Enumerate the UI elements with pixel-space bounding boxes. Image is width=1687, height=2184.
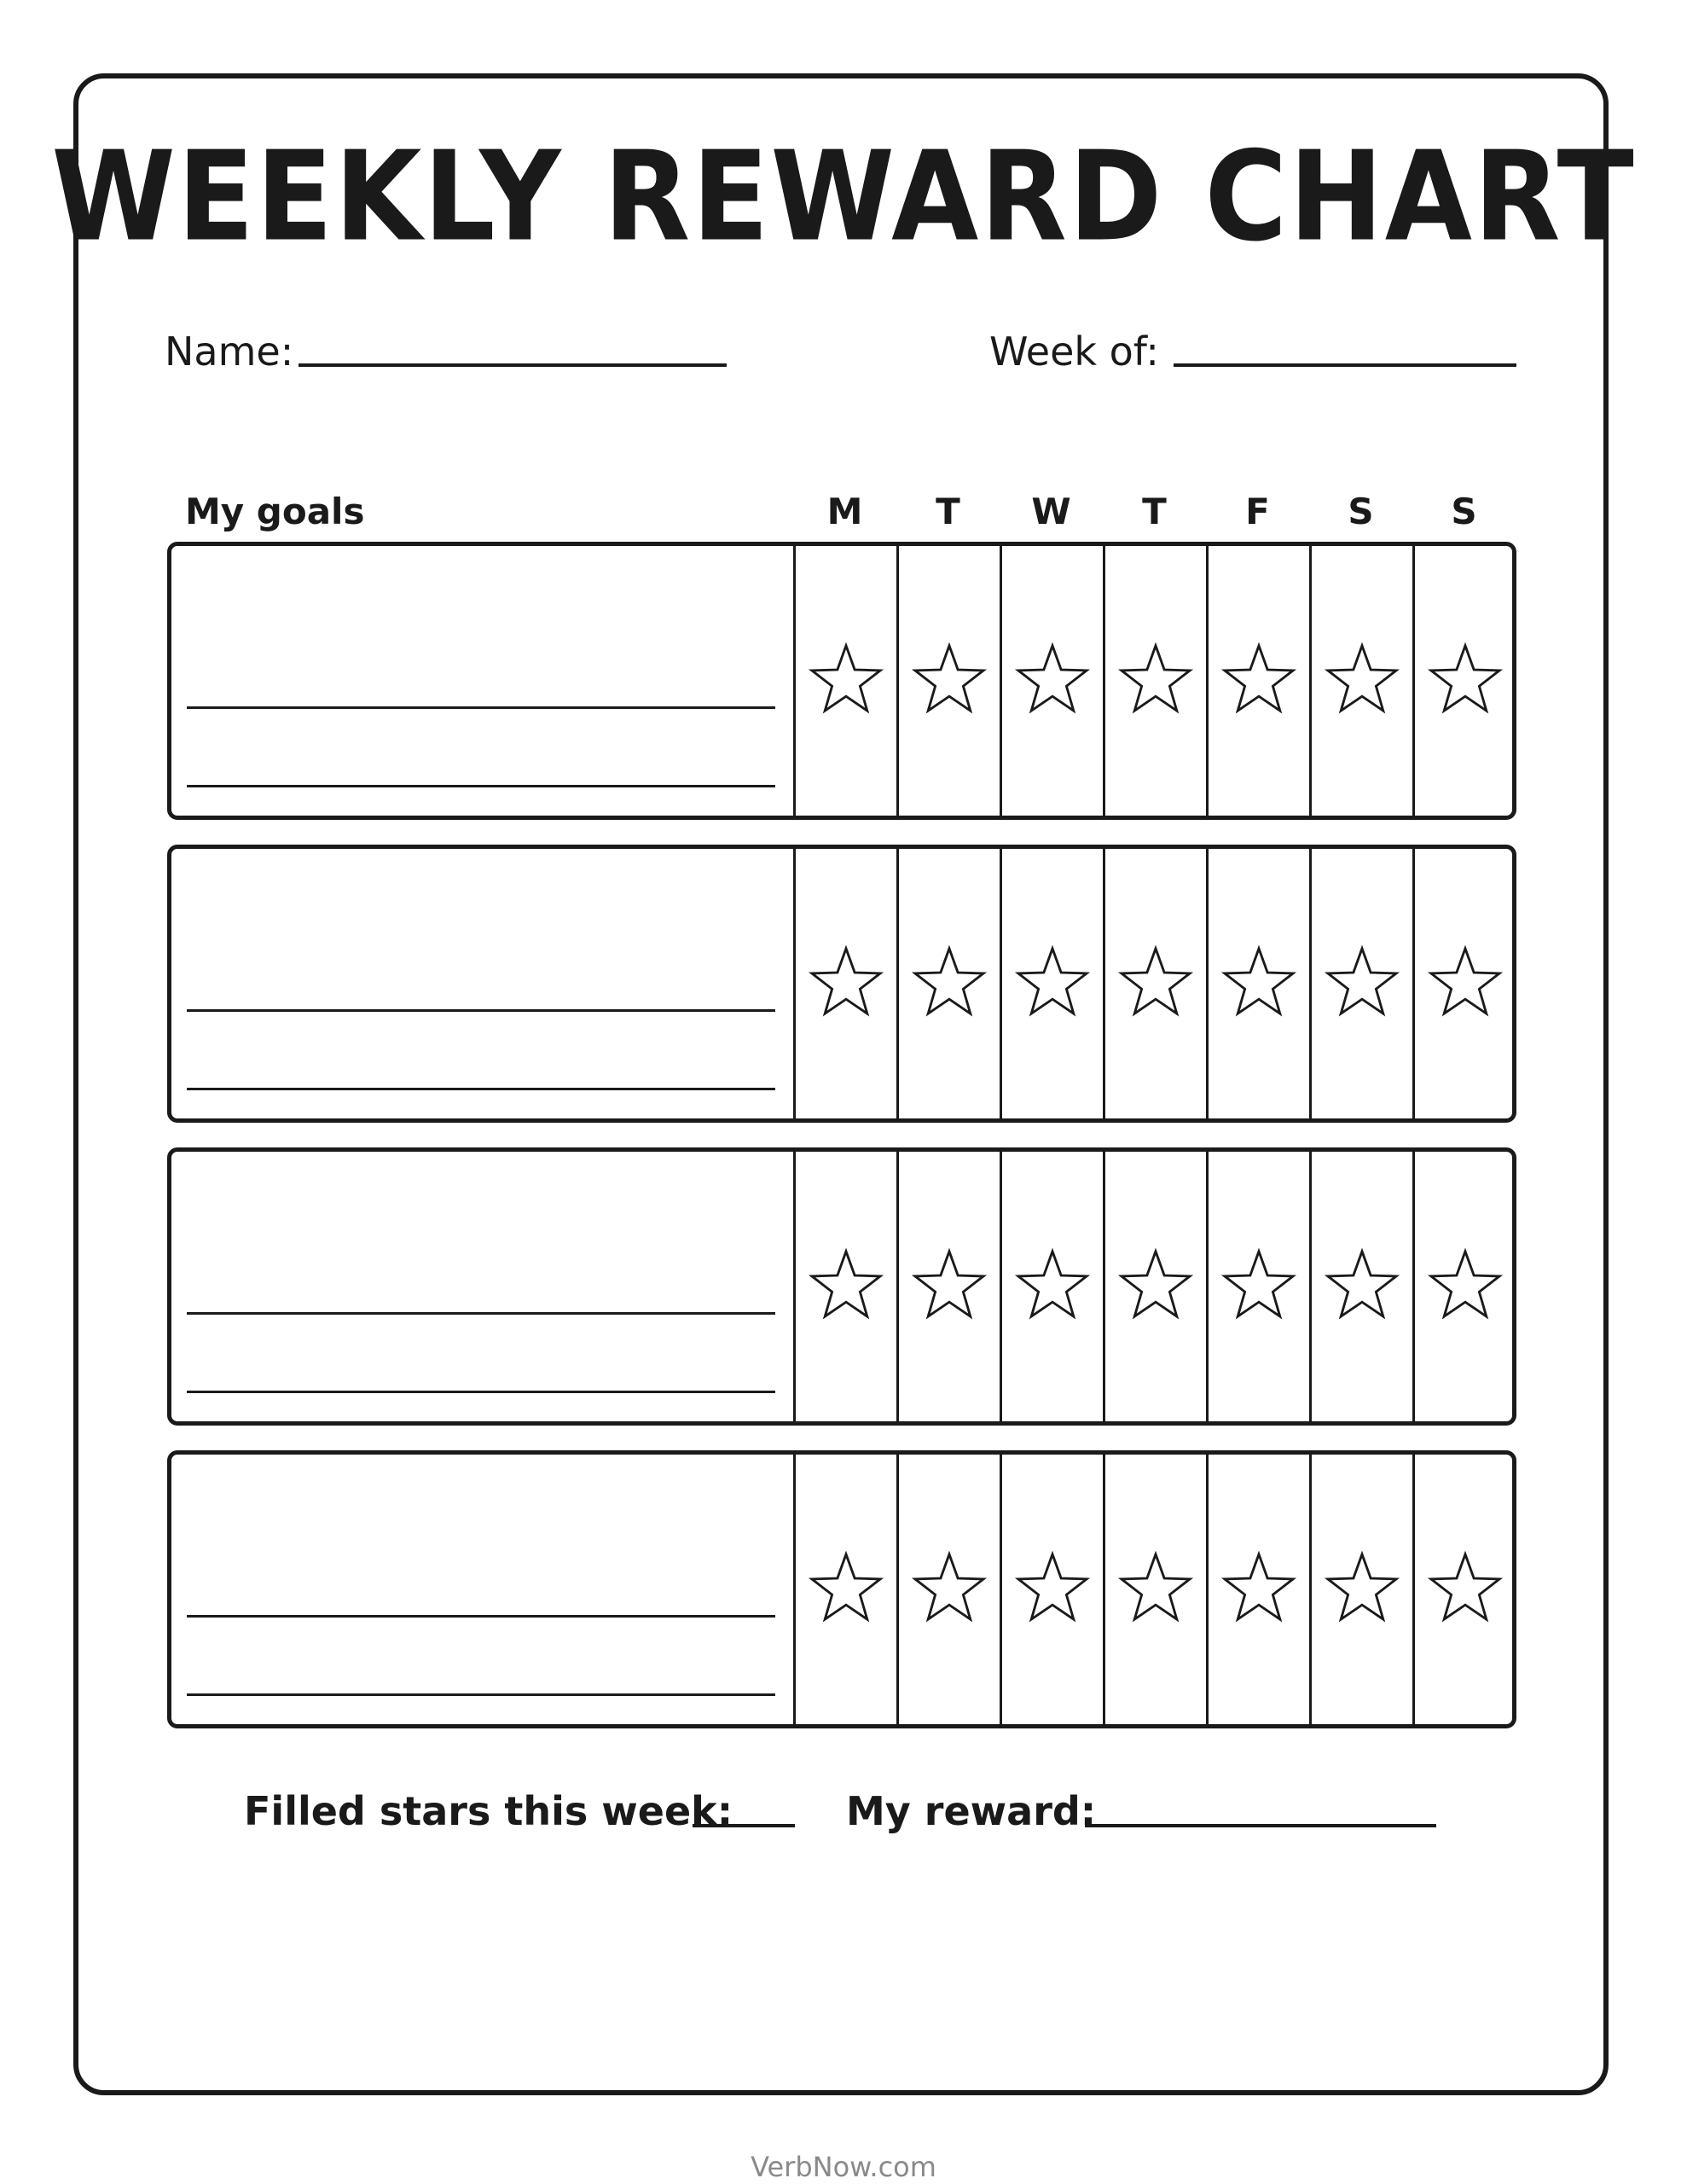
- goal-row: [167, 1450, 1516, 1728]
- star-cell[interactable]: [1309, 546, 1412, 816]
- goal-write-line[interactable]: [187, 1088, 775, 1090]
- star-cell[interactable]: [896, 1455, 1000, 1724]
- star-cell[interactable]: [1000, 849, 1103, 1118]
- star-icon: [1322, 1551, 1402, 1628]
- day-label: W: [1031, 491, 1071, 532]
- star-cell[interactable]: [1103, 1152, 1206, 1421]
- star-cell[interactable]: [1000, 546, 1103, 816]
- star-cell[interactable]: [793, 1152, 896, 1421]
- star-icon: [909, 642, 989, 719]
- star-icon: [1219, 1248, 1299, 1325]
- star-icon: [1012, 1248, 1093, 1325]
- reward-label: My reward:: [846, 1788, 1097, 1834]
- goal-write-line[interactable]: [187, 1693, 775, 1696]
- star-cell[interactable]: [1412, 546, 1516, 816]
- star-icon: [909, 945, 989, 1022]
- star-icon: [806, 1551, 886, 1628]
- day-label: M: [826, 491, 863, 532]
- goal-row: [167, 845, 1516, 1123]
- reward-field[interactable]: [1085, 1824, 1436, 1827]
- star-icon: [806, 1248, 886, 1325]
- star-cell[interactable]: [1412, 1152, 1516, 1421]
- star-icon: [1116, 945, 1196, 1022]
- name-field[interactable]: [299, 363, 727, 367]
- star-icon: [806, 642, 886, 719]
- star-cell[interactable]: [896, 1152, 1000, 1421]
- star-icon: [1012, 1551, 1093, 1628]
- star-cell[interactable]: [1206, 1152, 1309, 1421]
- goal-write-line[interactable]: [187, 1312, 775, 1315]
- star-icon: [1322, 642, 1402, 719]
- star-cell[interactable]: [1000, 1152, 1103, 1421]
- star-cell[interactable]: [896, 849, 1000, 1118]
- page-title: WEEKLY REWARD CHART: [51, 125, 1636, 270]
- star-cell[interactable]: [896, 546, 1000, 816]
- week-of-field[interactable]: [1174, 363, 1516, 367]
- day-label: T: [1142, 491, 1167, 532]
- goal-write-line[interactable]: [187, 785, 775, 787]
- star-cell[interactable]: [793, 546, 896, 816]
- goal-write-line[interactable]: [187, 706, 775, 709]
- star-cell[interactable]: [1412, 849, 1516, 1118]
- goals-header: My goals: [185, 491, 365, 532]
- star-icon: [1219, 945, 1299, 1022]
- star-icon: [909, 1551, 989, 1628]
- star-icon: [1322, 945, 1402, 1022]
- week-of-label: Week of:: [989, 328, 1159, 375]
- goal-row: [167, 1147, 1516, 1426]
- star-cell[interactable]: [1103, 546, 1206, 816]
- star-cell[interactable]: [1309, 1455, 1412, 1724]
- star-cell[interactable]: [793, 849, 896, 1118]
- star-icon: [1116, 1248, 1196, 1325]
- star-icon: [1219, 1551, 1299, 1628]
- star-cell[interactable]: [1103, 1455, 1206, 1724]
- star-icon: [1425, 945, 1505, 1022]
- watermark: VerbNow.com: [751, 2151, 936, 2183]
- star-icon: [1116, 642, 1196, 719]
- star-icon: [1116, 1551, 1196, 1628]
- star-cell[interactable]: [1206, 849, 1309, 1118]
- star-icon: [909, 1248, 989, 1325]
- day-label: F: [1245, 491, 1270, 532]
- star-icon: [1012, 642, 1093, 719]
- day-label: S: [1348, 491, 1374, 532]
- star-icon: [1012, 945, 1093, 1022]
- filled-stars-field[interactable]: [693, 1824, 795, 1827]
- name-label: Name:: [165, 328, 294, 375]
- star-cell[interactable]: [1206, 1455, 1309, 1724]
- star-cell[interactable]: [1103, 849, 1206, 1118]
- goal-write-line[interactable]: [187, 1615, 775, 1618]
- star-icon: [1425, 1248, 1505, 1325]
- star-icon: [1425, 1551, 1505, 1628]
- day-label: S: [1451, 491, 1477, 532]
- star-cell[interactable]: [1412, 1455, 1516, 1724]
- star-cell[interactable]: [1309, 1152, 1412, 1421]
- filled-stars-label: Filled stars this week:: [244, 1788, 733, 1834]
- goal-row: [167, 542, 1516, 820]
- star-icon: [1322, 1248, 1402, 1325]
- goal-write-line[interactable]: [187, 1391, 775, 1393]
- star-cell[interactable]: [1206, 546, 1309, 816]
- star-cell[interactable]: [793, 1455, 896, 1724]
- day-label: T: [936, 491, 960, 532]
- star-icon: [806, 945, 886, 1022]
- goal-write-line[interactable]: [187, 1009, 775, 1012]
- star-icon: [1425, 642, 1505, 719]
- star-cell[interactable]: [1309, 849, 1412, 1118]
- star-icon: [1219, 642, 1299, 719]
- star-cell[interactable]: [1000, 1455, 1103, 1724]
